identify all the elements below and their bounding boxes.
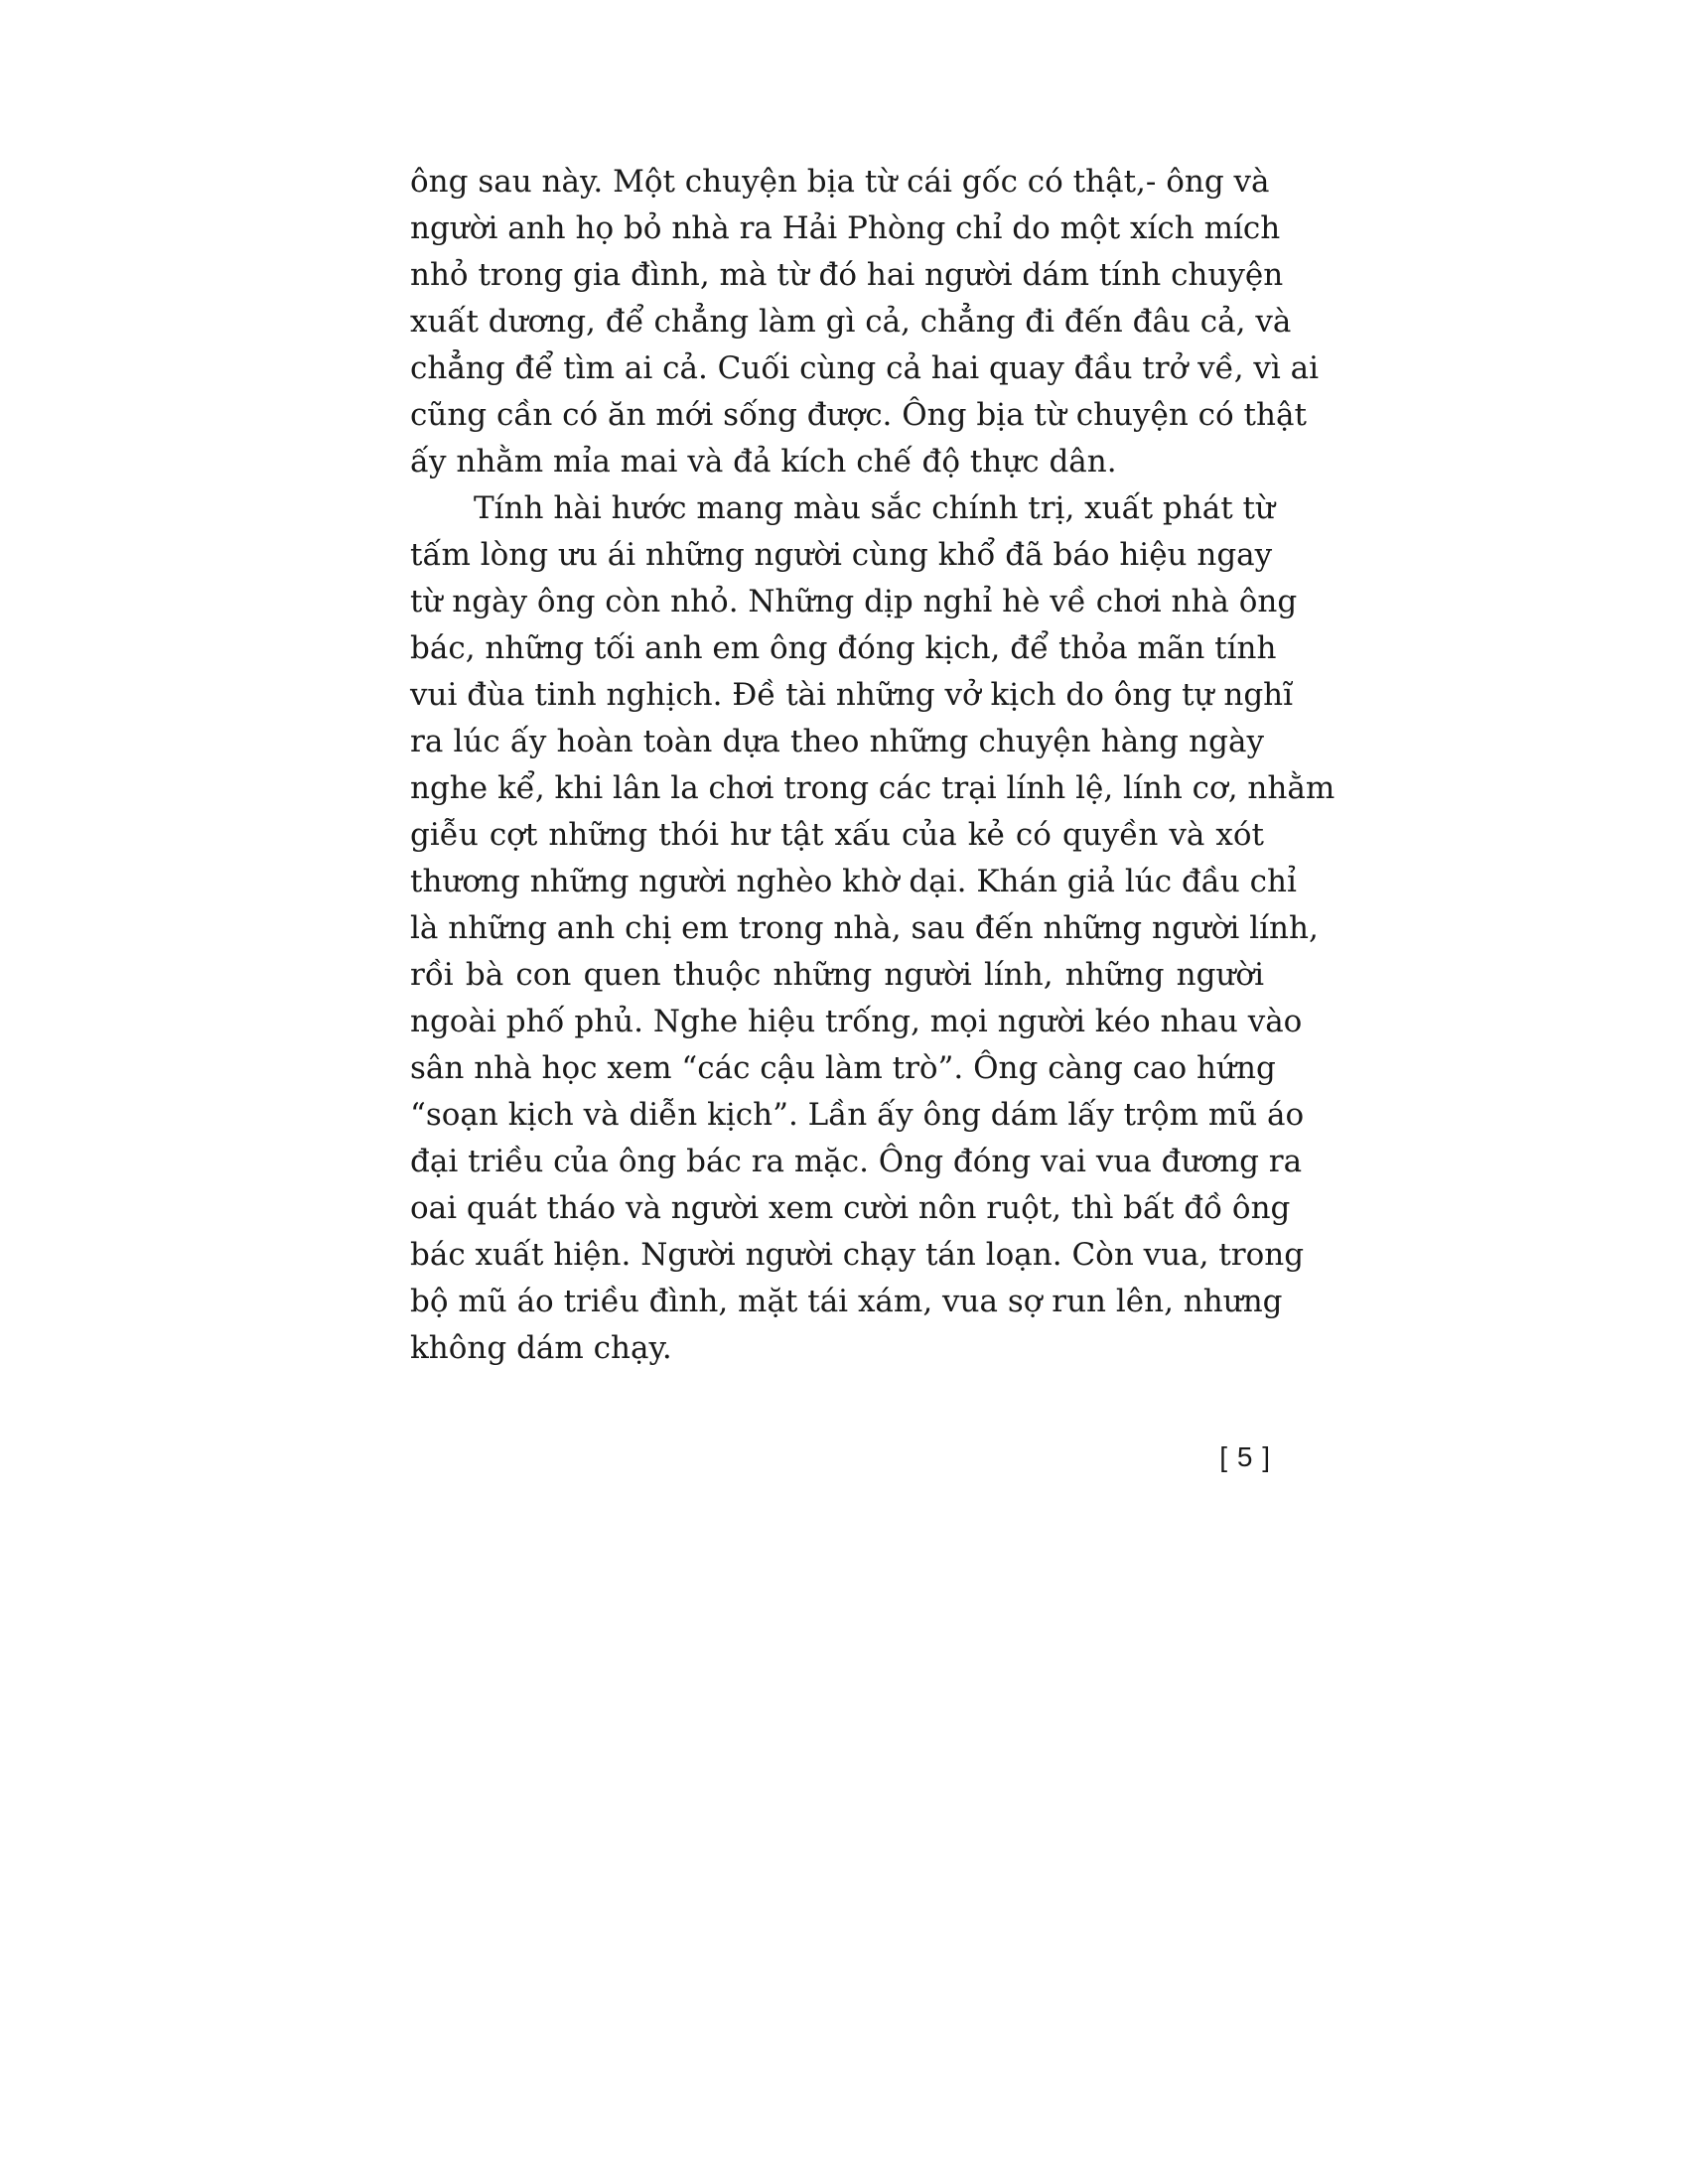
text-line: người anh họ bỏ nhà ra Hải Phòng chỉ do một xích mích <box>410 210 1281 246</box>
text-line: Tính hài hước mang màu sắc chính trị, xuất phát từ <box>474 490 1275 526</box>
paragraph-1 <box>410 159 1320 485</box>
text-line: xuất dương, để chẳng làm gì cả, chẳng đi đến đâu cả, và <box>410 304 1292 340</box>
text-line: bộ mũ áo triều đình, mặt tái xám, vua sợ run lên, nhưng <box>410 1284 1283 1319</box>
text-line: bác, những tối anh em ông đóng kịch, để thỏa mãn tính <box>410 630 1277 666</box>
text-line: ra lúc ấy hoàn toàn dựa theo những chuyện hàng ngày <box>410 724 1264 759</box>
text-line: nghe kể, khi lân la chơi trong các trại lính lệ, lính cơ, nhằm <box>410 770 1336 806</box>
text-line: là những anh chị em trong nhà, sau đến những người lính, <box>410 910 1319 946</box>
text-line: ấy nhằm mỉa mai và đả kích chế độ thực dân. <box>410 444 1117 479</box>
text-line: oai quát tháo và người xem cười nôn ruột, thì bất đồ ông <box>410 1190 1291 1226</box>
text-line: tấm lòng ưu ái những người cùng khổ đã báo hiệu ngay <box>410 537 1273 573</box>
text-line: sân nhà học xem “các cậu làm trò”. Ông càng cao hứng <box>410 1050 1276 1086</box>
text-line: đại triều của ông bác ra mặc. Ông đóng vai vua đương ra <box>410 1144 1303 1179</box>
text-line: rồi bà con quen thuộc những người lính, những người <box>410 957 1264 993</box>
text-line: từ ngày ông còn nhỏ. Những dịp nghỉ hè về chơi nhà ông <box>410 584 1298 619</box>
text-line: không dám chạy. <box>410 1330 672 1366</box>
text-line: nhỏ trong gia đình, mà từ đó hai người dám tính chuyện <box>410 257 1284 293</box>
text-line: cũng cần có ăn mới sống được. Ông bịa từ chuyện có thật <box>410 397 1307 433</box>
body-text <box>410 159 1336 1372</box>
page-number: [ 5 ] <box>1219 1441 1271 1472</box>
text-line: vui đùa tinh nghịch. Đề tài những vở kịch do ông tự nghĩ <box>410 677 1294 713</box>
text-line: ngoài phố phủ. Nghe hiệu trống, mọi người kéo nhau vào <box>410 1004 1303 1039</box>
text-line: chẳng để tìm ai cả. Cuối cùng cả hai quay đầu trở về, vì ai <box>410 350 1320 386</box>
paragraph-2 <box>410 485 1336 1372</box>
text-line: giễu cợt những thói hư tật xấu của kẻ có quyền và xót <box>410 817 1264 853</box>
text-line: thương những người nghèo khờ dại. Khán giả lúc đầu chỉ <box>410 864 1297 899</box>
text-line: bác xuất hiện. Người người chạy tán loạn. Còn vua, trong <box>410 1237 1305 1273</box>
text-line: ông sau này. Một chuyện bịa từ cái gốc có thật,- ông và <box>410 164 1270 200</box>
text-line: “soạn kịch và diễn kịch”. Lần ấy ông dám lấy trộm mũ áo <box>410 1097 1305 1133</box>
